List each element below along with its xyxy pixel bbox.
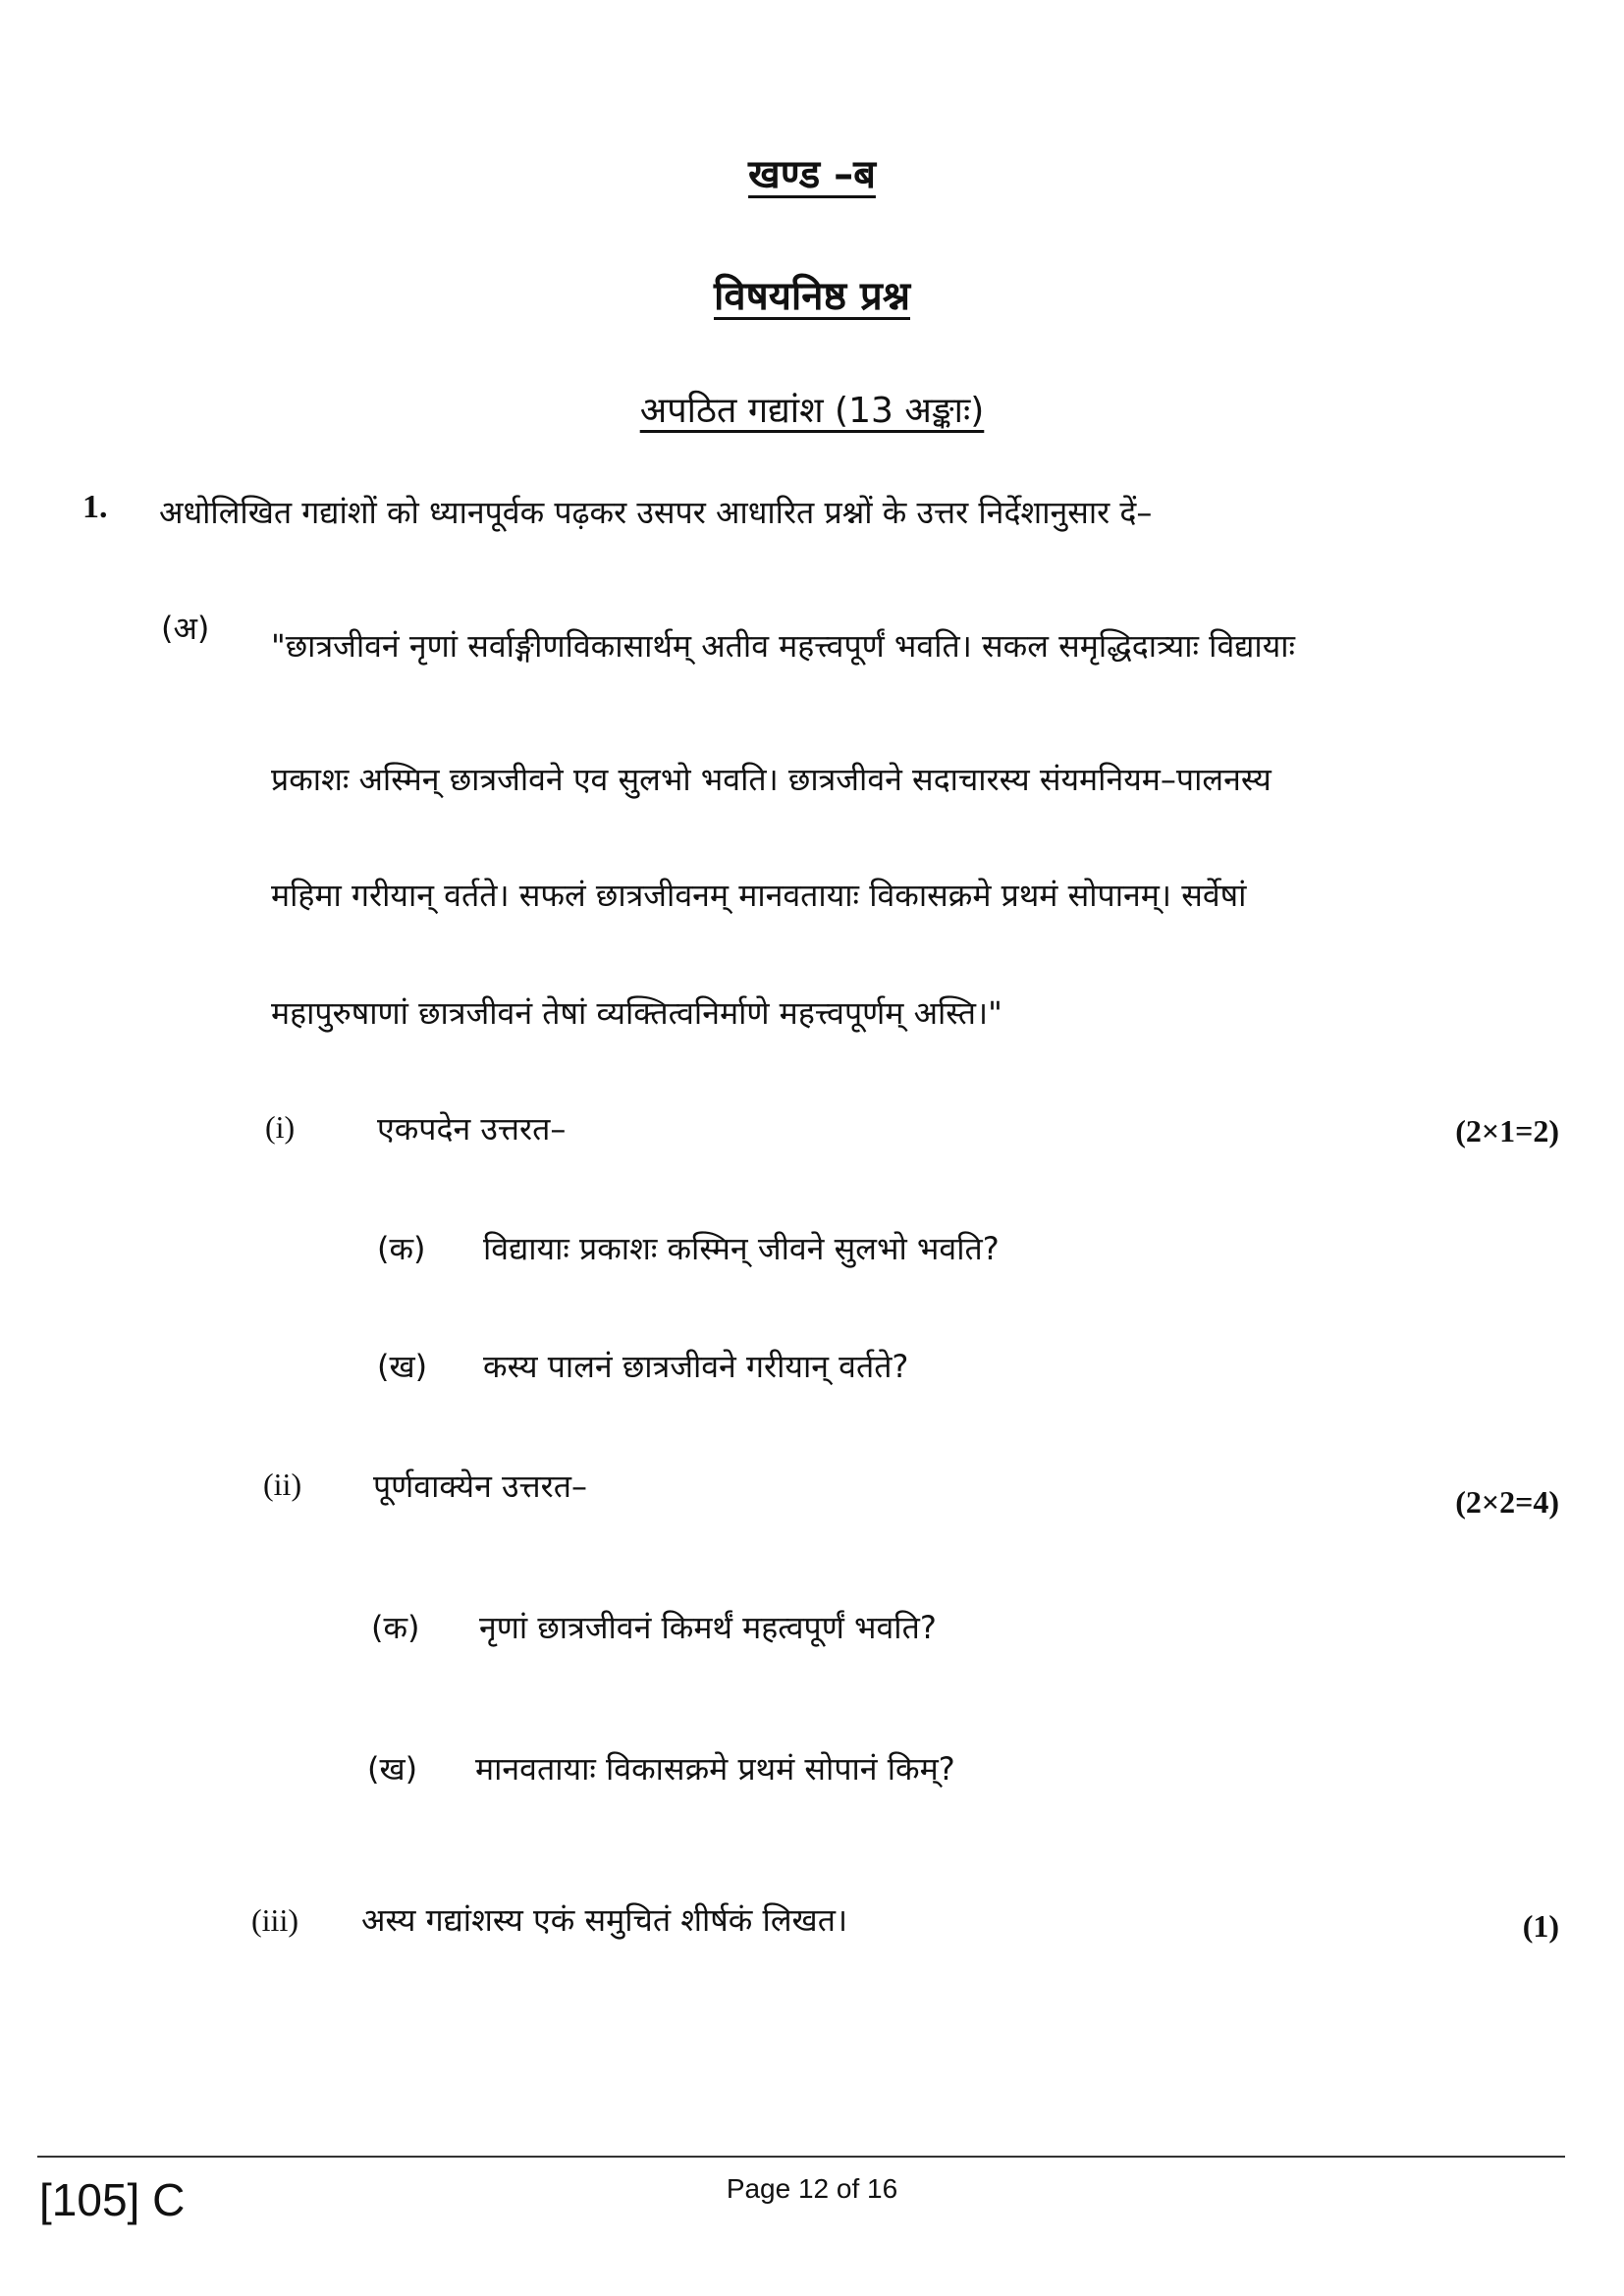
passage-label: (अ) xyxy=(161,610,210,647)
marks: (2×2=4) xyxy=(1455,1484,1559,1520)
subquestion-number: (iii) xyxy=(251,1902,298,1938)
passage-line: महापुरुषाणां छात्रजीवनं तेषां व्यक्तित्वनिर्माणे महत्त्वपूर्णम् अस्ति।" xyxy=(271,994,1002,1032)
subquestion-number: (i) xyxy=(265,1109,296,1145)
item-text: नृणां छात्रजीवनं किमर्थं महत्वपूर्णं भवति? xyxy=(479,1609,937,1646)
page-subtitle: विषयनिष्ठ प्रश्न xyxy=(713,274,910,319)
question-instruction: अधोलिखित गद्यांशों को ध्यानपूर्वक पढ़कर उसपर आधारित प्रश्नों के उत्तर निर्देशानुसार दें– xyxy=(159,494,1153,531)
item-text: मानवतायाः विकासक्रमे प्रथमं सोपानं किम्? xyxy=(475,1750,955,1788)
subquestion-number: (ii) xyxy=(263,1467,302,1502)
subquestion-text: पूर्णवाक्येन उत्तरत– xyxy=(373,1468,587,1505)
passage-line: प्रकाशः अस्मिन् छात्रजीवने एव सुलभो भवति। छात्रजीवने सदाचारस्य संयमनियम–पालनस्य xyxy=(271,761,1272,798)
passage-line: "छात्रजीवनं नृणां सर्वाङ्गीणविकासार्थम् अतीव महत्त्वपूर्णं भवति। सकल समृद्धिदात्र्याः विद्यायाः xyxy=(271,627,1296,665)
paper-code: [105] C xyxy=(39,2174,186,2225)
item-label: (ख) xyxy=(367,1750,418,1788)
item-text: विद्यायाः प्रकाशः कस्मिन् जीवने सुलभो भवति? xyxy=(483,1230,1000,1267)
footer-divider xyxy=(37,2156,1565,2158)
subquestion-text: अस्य गद्यांशस्य एकं समुचितं शीर्षकं लिखत। xyxy=(361,1901,848,1939)
subquestion-text: एकपदेन उत्तरत– xyxy=(377,1110,567,1148)
item-label: (क) xyxy=(377,1230,426,1267)
section-title: खण्ड –ब xyxy=(748,152,876,197)
page-number: Page 12 of 16 xyxy=(726,2173,898,2204)
marks: (2×1=2) xyxy=(1455,1113,1559,1148)
marks: (1) xyxy=(1522,1908,1559,1944)
item-label: (ख) xyxy=(377,1348,428,1385)
item-text: कस्य पालनं छात्रजीवने गरीयान् वर्तते? xyxy=(483,1348,909,1385)
passage-line: महिमा गरीयान् वर्तते। सफलं छात्रजीवनम् मानवतायाः विकासक्रमे प्रथमं सोपानम्। सर्वेषां xyxy=(271,877,1247,914)
item-label: (क) xyxy=(371,1609,420,1646)
part-heading: अपठित गद्यांश (13 अङ्काः) xyxy=(639,391,985,431)
question-number: 1. xyxy=(82,489,108,525)
